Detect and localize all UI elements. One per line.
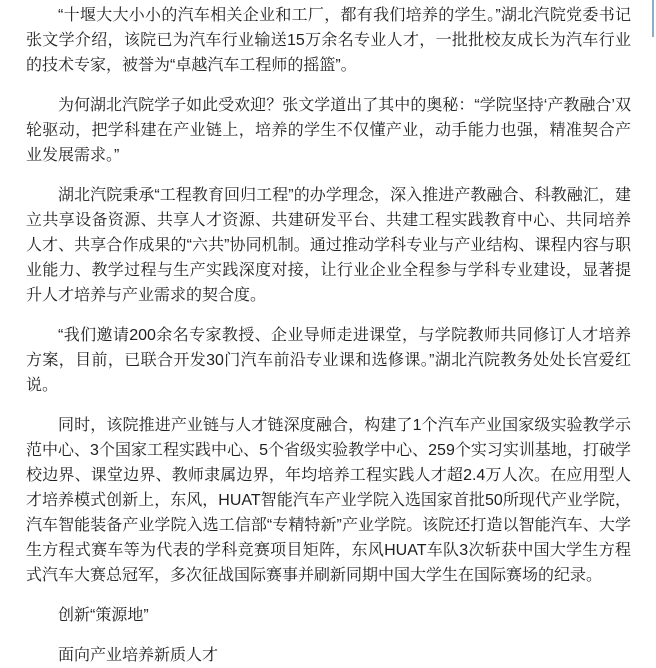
paragraph: 为何湖北汽院学子如此受欢迎？张文学道出了其中的奥秘：“学院坚持‘产教融合’双轮驱动，把学科建在产业链上，培养的学生不仅懂产业，动手能力也强，精准契合产业发展需求。” xyxy=(26,97,631,164)
paragraph: “十堰大大小小的汽车相关企业和工厂，都有我们培养的学生。”湖北汽院党委书记张文学介绍，该院已为汽车行业输送15万余名专业人才，一批批校友成长为汽车行业的技术专家，被誉为“卓越汽车工程师的摇篮”。 xyxy=(26,7,631,74)
scrollbar-thumb[interactable] xyxy=(652,0,654,37)
paragraph: 湖北汽院秉承“工程教育回归工程”的办学理念，深入推进产教融合、科教融汇，建立共享设备资源、共享人才资源、共建研发平台、共建工程实践教育中心、共同培养人才、共享合作成果的“六共”协同机制。通过推动学科专业与产业结构、课程内容与职业能力、教学过程与生产实践深度对接，让行业企业全程参与学科专业建设，显著提升人才培养与产业需求的契合度。 xyxy=(26,187,631,304)
subheading-new-talent: 面向产业培养新质人才 xyxy=(58,647,219,664)
paragraph: “我们邀请200余名专家教授、企业导师走进课堂，与学院教师共同修订人才培养方案，目前，已联合开发30门汽车前沿专业课和选修课。”湖北汽院教务处处长宫爱红说。 xyxy=(26,327,631,394)
paragraph: 同时，该院推进产业链与人才链深度融合，构建了1个汽车产业国家级实验教学示范中心、3个国家工程实践中心、5个省级实验教学中心、259个实习实训基地，打破学校边界、课堂边界、教师隶属边界，年均培养工程实践人才超2.4万人次。在应用型人才培养模式创新上，东风，HUAT智能汽车产业学院入选国家首批50所现代产业学院，汽车智能装备产业学院入选工信部“专精特新”产业学院。该院还打造以智能汽车、大学生方程式赛车等为代表的学科竞赛项目矩阵，东风HUAT车队3次斩获中国大学生方程式汽车大赛总冠军，多次征战国际赛事并刷新同期中国大学生在国际赛场的纪录。 xyxy=(26,417,631,584)
subheading-innovation-source: 创新“策源地” xyxy=(58,607,149,624)
